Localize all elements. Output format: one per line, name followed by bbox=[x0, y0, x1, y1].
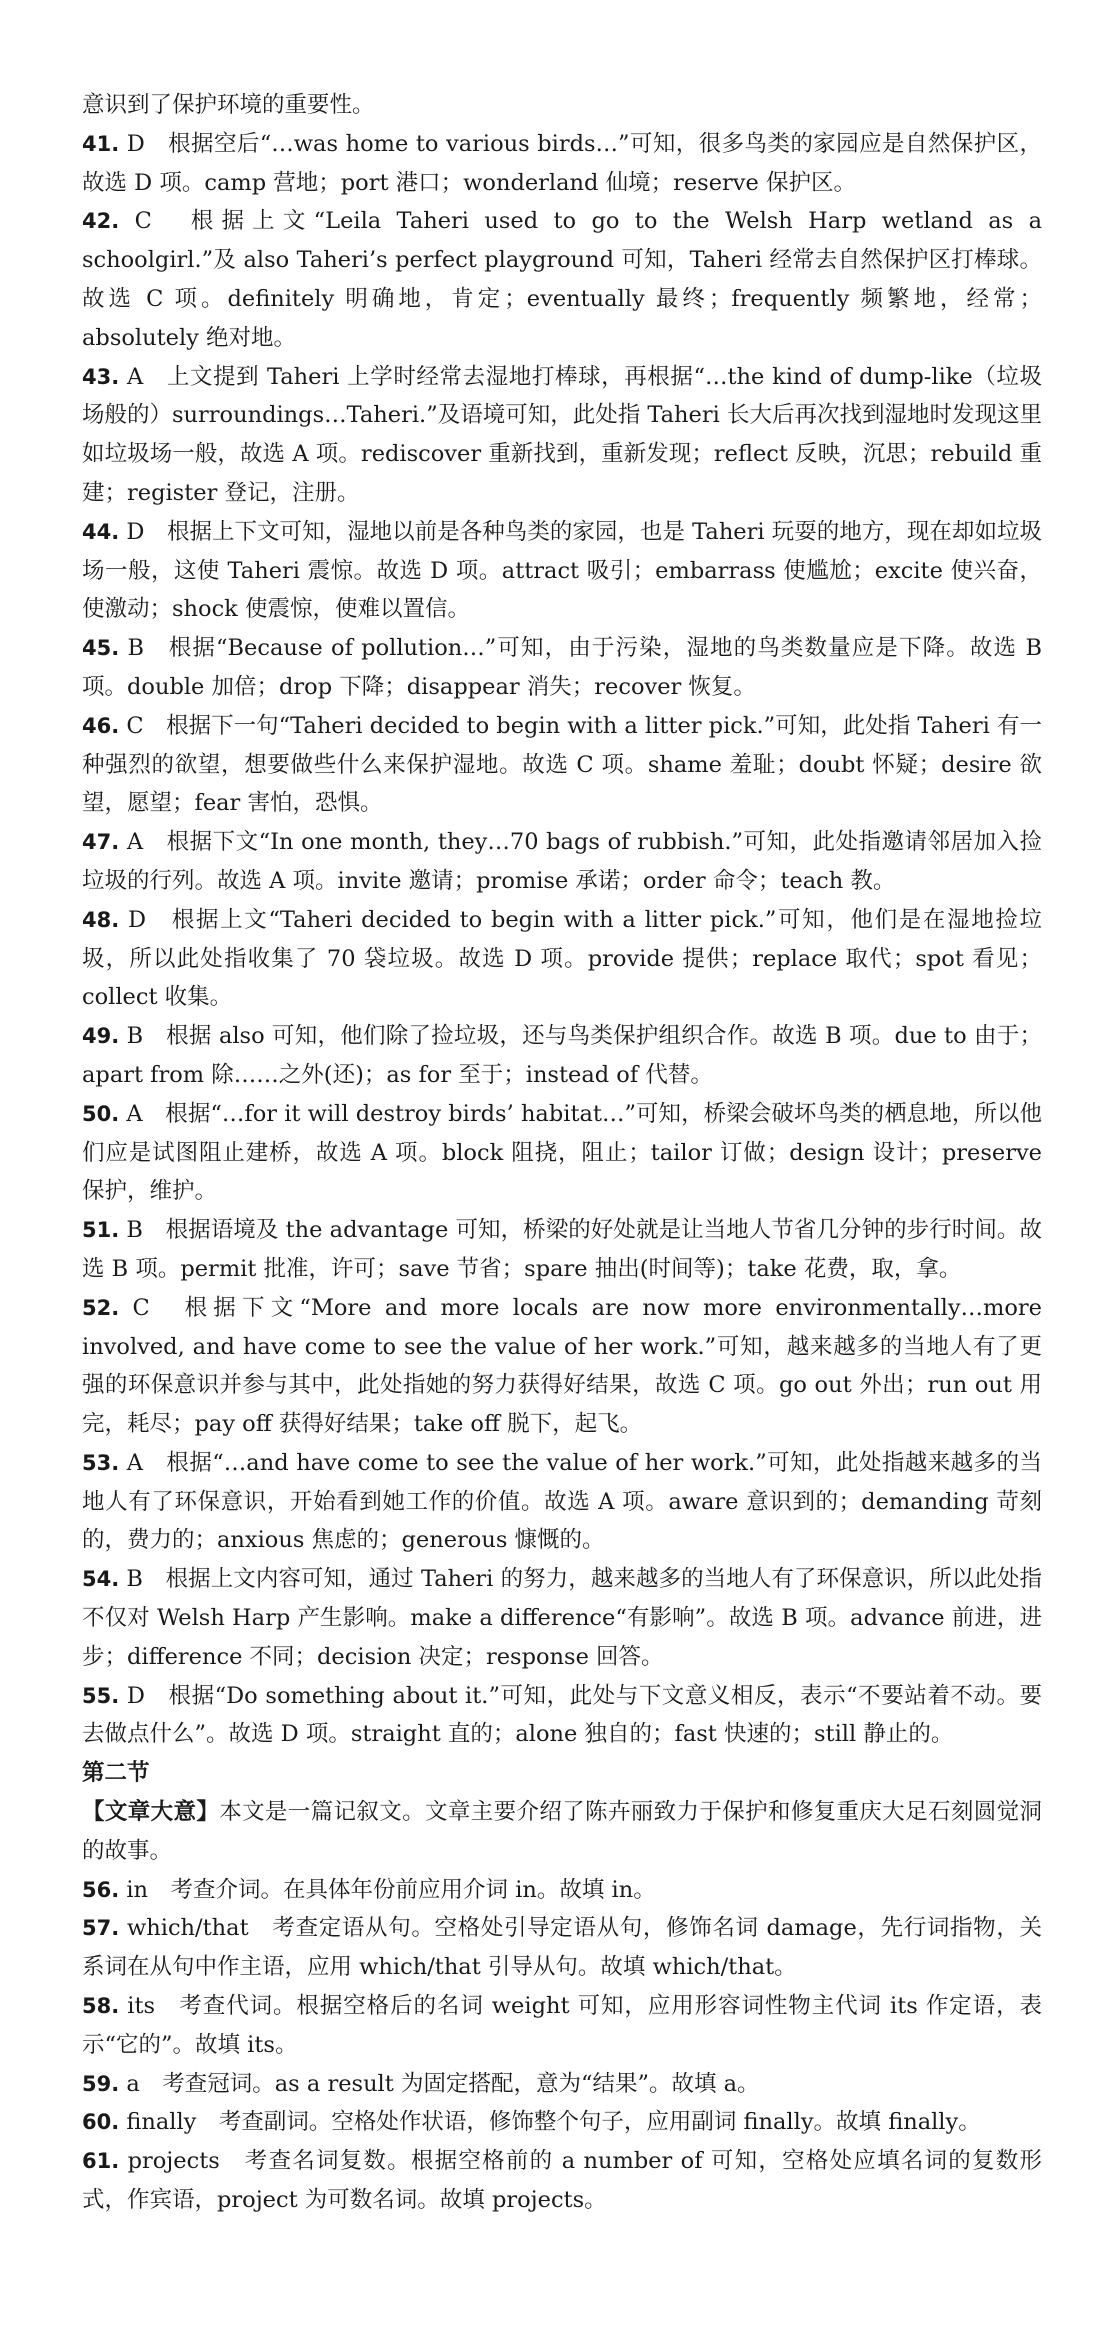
answer-explanation: D 根据空后“…was home to various birds…”可知，很多鸟类的家园应是自然保护区，故选 D 项。camp 营地；port 港口；wonderland 仙境；reserve 保护区。 bbox=[82, 130, 1042, 196]
question-number: 49. bbox=[82, 1024, 120, 1049]
question-number: 53. bbox=[82, 1450, 120, 1475]
summary-tag: 【文章大意】 bbox=[82, 1799, 220, 1826]
answer-explanation: A 上文提到 Taheri 上学时经常去湿地打棒球，再根据“…the kind of dump-like（垃圾场般的）surroundings…Taheri.”及语境可知，此处指 Taheri 长大后再次找到湿地时发现这里如垃圾场一般，故选 A 项。rediscover 重新找到，重新发现；reflect 反映，沉思；rebuild 重建；register 登记，注册。 bbox=[82, 363, 1042, 506]
answer-explanation: C 根据下文“More and more locals are now more environmentally…more involved, and have come to see the value of her work.”可知，越来越多的当地人有了更强的环保意识并参与其中，此处指她的努力获得好结果，故选 C 项。go out 外出；run out 用完，耗尽；pay off 获得好结果；take off 脱下，起飞。 bbox=[82, 1294, 1042, 1438]
answer-explanation: D 根据上文“Taheri decided to begin with a litter pick.”可知，他们是在湿地捡垃圾，所以此处指收集了 70 袋垃圾。故选 D 项。provide 提供；replace 取代；spot 看见；collect 收集。 bbox=[82, 906, 1042, 1011]
question-number: 44. bbox=[82, 519, 120, 544]
question-number: 50. bbox=[82, 1101, 120, 1126]
grammar-fill-answers bbox=[82, 1871, 1042, 2220]
cloze-answers bbox=[82, 125, 1042, 1754]
answer-item bbox=[82, 1560, 1042, 1676]
answer-item bbox=[82, 1987, 1042, 2065]
answer-explanation: its 考查代词。根据空格后的名词 weight 可知，应用形容词性物主代词 its 作定语，表示“它的”。故填 its。 bbox=[82, 1993, 1042, 2058]
answer-item bbox=[82, 1871, 1042, 1910]
answer-item bbox=[82, 202, 1042, 357]
answer-item bbox=[82, 629, 1042, 707]
answer-explanation: A 根据“…and have come to see the value of her work.”可知，此处指越来越多的当地人有了环保意识，开始看到她工作的价值。故选 A 项。aware 意识到的；demanding 苛刻的，费力的；anxious 焦虑的；generous 慷慨的。 bbox=[82, 1449, 1042, 1554]
answer-item bbox=[82, 1211, 1042, 1289]
question-number: 41. bbox=[82, 131, 120, 156]
answer-explanation: A 根据“…for it will destroy birds’ habitat…”可知，桥梁会破坏鸟类的栖息地，所以他们应是试图阻止建桥，故选 A 项。block 阻挠，阻止；tailor 订做；design 设计；preserve 保护，维护。 bbox=[82, 1100, 1042, 1205]
answer-item bbox=[82, 1677, 1042, 1755]
answer-explanation: a 考查冠词。as a result 为固定搭配，意为“结果”。故填 a。 bbox=[119, 2070, 760, 2097]
intro-line: 意识到了保护环境的重要性。 bbox=[82, 92, 375, 118]
answer-item bbox=[82, 513, 1042, 629]
answer-item bbox=[82, 1444, 1042, 1560]
question-number: 48. bbox=[82, 907, 120, 932]
answer-item bbox=[82, 2103, 1042, 2142]
answer-explanation: finally 考查副词。空格处作状语，修饰整个句子，应用副词 finally。故填 finally。 bbox=[119, 2109, 981, 2136]
answer-explanation: B 根据语境及 the advantage 可知，桥梁的好处就是让当地人节省几分钟的步行时间。故选 B 项。permit 批准，许可；save 节省；spare 抽出(时间等)；take 花费，取，拿。 bbox=[82, 1217, 1042, 1282]
answer-explanation: D 根据上下文可知，湿地以前是各种鸟类的家园，也是 Taheri 玩耍的地方，现在却如垃圾场一般，这使 Taheri 震惊。故选 D 项。attract 吸引；embarrass 使尴尬；excite 使兴奋，使激动；shock 使震惊，使难以置信。 bbox=[82, 518, 1042, 623]
answer-explanation: in 考查介词。在具体年份前应用介词 in。故填 in。 bbox=[119, 1876, 656, 1903]
question-number: 43. bbox=[82, 364, 120, 389]
answer-explanation: B 根据上文内容可知，通过 Taheri 的努力，越来越多的当地人有了环保意识，所以此处指不仅对 Welsh Harp 产生影响。make a difference“有影响”。故选 B 项。advance 前进，进步；difference 不同；decision 决定；response 回答。 bbox=[82, 1566, 1042, 1670]
question-number: 58. bbox=[82, 1994, 120, 2019]
answer-item bbox=[82, 2142, 1042, 2220]
answer-explanation: B 根据“Because of pollution…”可知，由于污染，湿地的鸟类数量应是下降。故选 B 项。double 加倍；drop 下降；disappear 消失；recover 恢复。 bbox=[82, 635, 1042, 700]
answer-item bbox=[82, 125, 1042, 203]
summary-text: 本文是一篇记叙文。文章主要介绍了陈卉丽致力于保护和修复重庆大足石刻圆觉洞的故事。 bbox=[82, 1799, 1042, 1864]
answer-explanation: projects 考查名词复数。根据空格前的 a number of 可知，空格处应填名词的复数形式，作宾语，project 为可数名词。故填 projects。 bbox=[82, 2148, 1042, 2214]
answer-explanation: which/that 考查定语从句。空格处引导定语从句，修饰名词 damage，先行词指物，关系词在从句中作主语，应用 which/that 引导从句。故填 which/that。 bbox=[82, 1915, 1042, 1981]
question-number: 61. bbox=[82, 2149, 120, 2174]
question-number: 59. bbox=[82, 2071, 120, 2096]
question-number: 45. bbox=[82, 636, 120, 661]
question-number: 42. bbox=[82, 209, 120, 234]
section-title: 第二节 bbox=[82, 1760, 150, 1787]
answer-item bbox=[82, 901, 1042, 1017]
answer-explanation: C 根据下一句“Taheri decided to begin with a litter pick.”可知，此处指 Taheri 有一种强烈的欲望，想要做些什么来保护湿地。故选 C 项。shame 羞耻；doubt 怀疑；desire 欲望，愿望；fear 害怕，恐惧。 bbox=[82, 712, 1042, 817]
question-number: 46. bbox=[82, 713, 120, 738]
answer-item bbox=[82, 1017, 1042, 1095]
answer-item bbox=[82, 2065, 1042, 2104]
answer-item bbox=[82, 823, 1042, 901]
answer-explanation: B 根据 also 可知，他们除了捡垃圾，还与鸟类保护组织合作。故选 B 项。due to 由于；apart from 除……之外(还)；as for 至于；instead of 代替。 bbox=[82, 1023, 1042, 1088]
answer-item bbox=[82, 1095, 1042, 1211]
answer-item bbox=[82, 358, 1042, 513]
question-number: 54. bbox=[82, 1567, 120, 1592]
question-number: 47. bbox=[82, 830, 120, 855]
article-summary bbox=[82, 1793, 1042, 1871]
question-number: 51. bbox=[82, 1218, 120, 1243]
answer-explanation: A 根据下文“In one month, they…70 bags of rubbish.”可知，此处指邀请邻居加入捡垃圾的行列。故选 A 项。invite 邀请；promise 承诺；order 命令；teach 教。 bbox=[82, 829, 1042, 894]
answer-page bbox=[82, 86, 1042, 2220]
question-number: 56. bbox=[82, 1877, 120, 1902]
answer-item bbox=[82, 1289, 1042, 1444]
question-number: 57. bbox=[82, 1916, 120, 1941]
answer-item bbox=[82, 1909, 1042, 1987]
question-number: 52. bbox=[82, 1295, 120, 1320]
question-number: 60. bbox=[82, 2110, 120, 2135]
answer-explanation: D 根据“Do something about it.”可知，此处与下文意义相反，表示“不要站着不动。要去做点什么”。故选 D 项。straight 直的；alone 独自的；fast 快速的；still 静止的。 bbox=[82, 1682, 1042, 1748]
answer-item bbox=[82, 707, 1042, 823]
answer-explanation: C 根据上文“Leila Taheri used to go to the Welsh Harp wetland as a schoolgirl.”及 also Taheri’s perfect playground 可知，Taheri 经常去自然保护区打棒球。故选 C 项。definitely 明确地，肯定；eventually 最终；frequently 频繁地，经常；absolutely 绝对地。 bbox=[82, 208, 1042, 351]
question-number: 55. bbox=[82, 1683, 120, 1708]
